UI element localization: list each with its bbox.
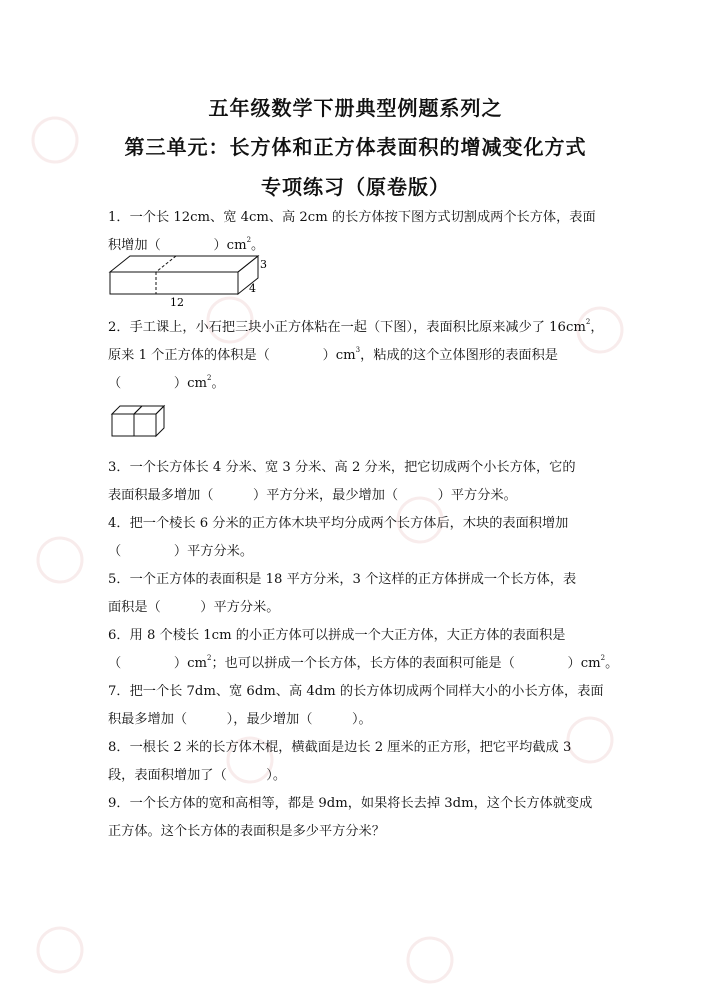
title-practice: 专项练习（原卷版）	[261, 175, 450, 199]
question-2-line-3: （ ）$cm^2$。	[108, 374, 225, 391]
question-4-line-2: （ ）平方分米。	[108, 544, 254, 559]
title-unit: 第三单元：长方体和正方体表面积的增减变化方式	[124, 135, 587, 159]
question-1-line-1: 1．一个长 12cm、宽 4cm、高 2cm 的长方体按下图方式切割成两个长方体，表面	[108, 210, 596, 225]
question-3-line-2: 表面积最多增加（ ）平方分米，最少增加（ ）平方分米。	[108, 488, 517, 503]
question-1-line-2: 积增加（ ）$cm^2$。	[108, 236, 265, 253]
question-8-line-1: 8．一根长 2 米的长方体木棍，横截面是边长 2 厘米的正方形，把它平均截成 3	[108, 740, 572, 755]
title-series: 五年级数学下册典型例题系列之	[208, 96, 503, 120]
figure-label-height: 3	[260, 258, 267, 271]
question-9-line-2: 正方体。这个长方体的表面积是多少平方分米？	[108, 824, 385, 839]
question-4-line-1: 4．把一个棱长 6 分米的正方体木块平均分成两个长方体后，木块的表面积增加	[108, 516, 569, 531]
question-5-line-2: 面积是（ ）平方分米。	[108, 600, 280, 615]
three-cubes-figure	[110, 402, 168, 438]
question-2-line-1: 2．手工课上，小石把三块小正方体粘在一起（下图），表面积比原来减少了 $16cm^2$，	[108, 318, 604, 335]
question-8-line-2: 段，表面积增加了（ ）。	[108, 768, 287, 783]
question-6-line-1: 6．用 8 个棱长 1cm 的小正方体可以拼成一个大正方体，大正方体的表面积是	[108, 628, 566, 643]
question-9-line-1: 9．一个长方体的宽和高相等，都是 9dm，如果将长去掉 3dm，这个长方体就变成	[108, 796, 593, 811]
figure-label-width: 4	[249, 282, 256, 295]
cuboid-cut-figure	[104, 250, 274, 308]
question-3-line-1: 3．一个长方体长 4 分米、宽 3 分米、高 2 分米，把它切成两个小长方体，它的	[108, 460, 576, 475]
question-5-line-1: 5．一个正方体的表面积是 18 平方分米，3 个这样的正方体拼成一个长方体，表	[108, 572, 577, 587]
question-7-line-1: 7．把一个长 7dm、宽 6dm、高 4dm 的长方体切成两个同样大小的小长方体，表面	[108, 684, 604, 699]
question-7-line-2: 积最多增加（ ），最少增加（ ）。	[108, 712, 372, 727]
question-2-line-2: 原来 1 个正方体的体积是（ ）$cm^3$，粘成的这个立体图形的表面积是	[108, 346, 558, 363]
figure-label-length: 12	[170, 296, 184, 308]
question-6-line-2: （ ）$cm^2$；也可以拼成一个长方体，长方体的表面积可能是（ ）$cm^2$。	[108, 654, 619, 671]
